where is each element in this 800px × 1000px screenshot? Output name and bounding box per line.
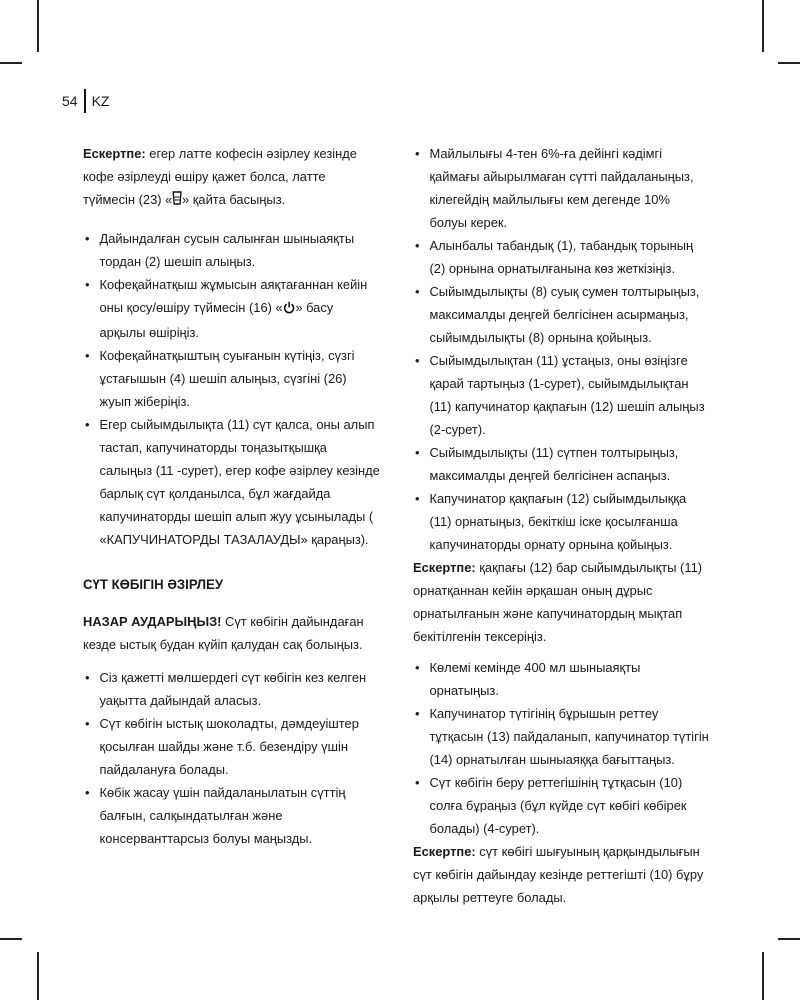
crop-mark <box>762 952 764 1000</box>
list-item: • Алынбалы табандық (1), табандық торының (2) орнына орнатылғанына көз жеткізіңіз. <box>414 238 694 276</box>
note-latte: Ескертпе: егер латте кофесін әзірлеу кезінде кофе әзірлеуді өшіру қажет болса, латте түймесін (23) « » қайта басыңыз. <box>83 142 380 213</box>
list-item: • Дайындалған сусын салынған шыныаяқты тордан (2) шешіп алыңыз. <box>84 231 355 269</box>
section-heading: СҮТ КӨБІГІН ӘЗІРЛЕУ <box>83 577 224 592</box>
list-item: • Сыйымдылықты (11) сүтпен толтырыңыз, максималды деңгей белгісінен аспаңыз. <box>414 445 679 483</box>
crop-mark <box>778 938 800 940</box>
crop-mark <box>37 952 39 1000</box>
power-icon <box>283 298 296 321</box>
list-item: • Кофеқайнатқыш жұмысын аяқтағаннан кейін оны қосу/өшіру түймесін (16) « » басу арқылы өшіріңіз. <box>84 277 368 340</box>
crop-mark <box>762 0 764 52</box>
list-item: • Көлемі кемінде 400 мл шыныаяқты орнатыңыз. <box>414 660 641 698</box>
steps-list-1 <box>83 227 380 551</box>
crop-mark <box>778 62 800 64</box>
crop-mark <box>37 0 39 52</box>
list-item: • Сүт көбігін ыстық шоколадты, дәмдеуіштер қосылған шайды және т.б. безендіру үшін пайдалануға болады. <box>84 716 359 777</box>
list-item: • Сыйымдылықтан (11) ұстаңыз, оны өзіңізге қарай тартыңыз (1-сурет), сыйымдылықтан (11) капучинатор қақпағын (12) шешіп алыңыз (2-сурет). <box>414 353 705 437</box>
list-item: • Сүт көбігін беру реттегішінің тұтқасын (10) солға бұраңыз (бұл күйде сүт көбігі көбірек болады) (4-сурет). <box>414 775 687 836</box>
page-number: 54 <box>62 93 78 109</box>
note-lid-check: Ескертпе: қақпағы (12) бар сыйымдылықты (11) орнатқаннан кейін әрқашан оның дұрыс орнатылғанын және капучинатордың мықтап бекітілгенін тексеріңіз. <box>413 560 703 644</box>
latte-glass-icon <box>172 190 182 213</box>
note-foam-intensity: Ескертпе: сүт көбігі шығуының қарқындылығын сүт көбігін дайындау кезінде реттегішті (10) бұру арқылы реттеуге болады. <box>413 844 704 905</box>
list-item: • Сыйымдылықты (8) суық сумен толтырыңыз, максималды деңгей белгісінен асырмаңыз, сыйымдылықты (8) орнына қойыңыз. <box>414 284 700 345</box>
list-item: • Майлылығы 4-тен 6%-ға дейінгі кәдімгі қаймағы айырылмаған сүтті пайдаланыңыз, кілегейдің майлылығы кем дегенде 10% болуы керек. <box>414 146 694 230</box>
left-column <box>83 142 380 850</box>
steps-list-4 <box>413 656 710 840</box>
warning-paragraph: НАЗАР АУДАРЫҢЫЗ! Сүт көбігін дайындаған кезде ыстық будан күйіп қалудан сақ болыңыз. <box>83 614 364 652</box>
list-item: • Көбік жасау үшін пайдаланылатын сүттің балғын, салқындатылған және консерванттарсыз болуы маңызды. <box>84 785 346 846</box>
list-item: • Егер сыйымдылықта (11) сүт қалса, оны алып тастап, капучинаторды тоңазытқышқа салыңыз (11 -сурет), егер кофе әзірлеу кезінде барлық сүт қолданылса, бұл жағдайда капучинаторды шешіп алып жуу ұсынылады ( «КАПУЧИНАТОРДЫ ТАЗАЛАУДЫ» қараңыз). <box>84 417 380 547</box>
list-item: • Кофеқайнатқыштың суығанын күтіңіз, сүзгі ұстағышын (4) шешіп алыңыз, сүзгіні (26) жуып жіберіңіз. <box>84 348 355 409</box>
list-item: • Капучинатор түтігінің бұрышын реттеу тұтқасын (13) пайдаланып, капучинатор түтігін (14) орнатылған шыныаяққа бағыттаңыз. <box>414 706 709 767</box>
crop-mark <box>0 938 22 940</box>
language-code: KZ <box>91 93 110 109</box>
list-item: • Сіз қажетті мөлшердегі сүт көбігін кез келген уақытта дайындай аласыз. <box>84 670 367 708</box>
list-item: • Капучинатор қақпағын (12) сыйымдылыққа (11) орнатыңыз, бекіткіш іске қосылғанша капучинаторды орнату орнына қойыңыз. <box>414 491 687 552</box>
page-header <box>62 89 109 113</box>
steps-list-2 <box>83 666 380 850</box>
right-column <box>413 142 710 909</box>
crop-mark <box>0 62 22 64</box>
steps-list-3 <box>413 142 710 556</box>
